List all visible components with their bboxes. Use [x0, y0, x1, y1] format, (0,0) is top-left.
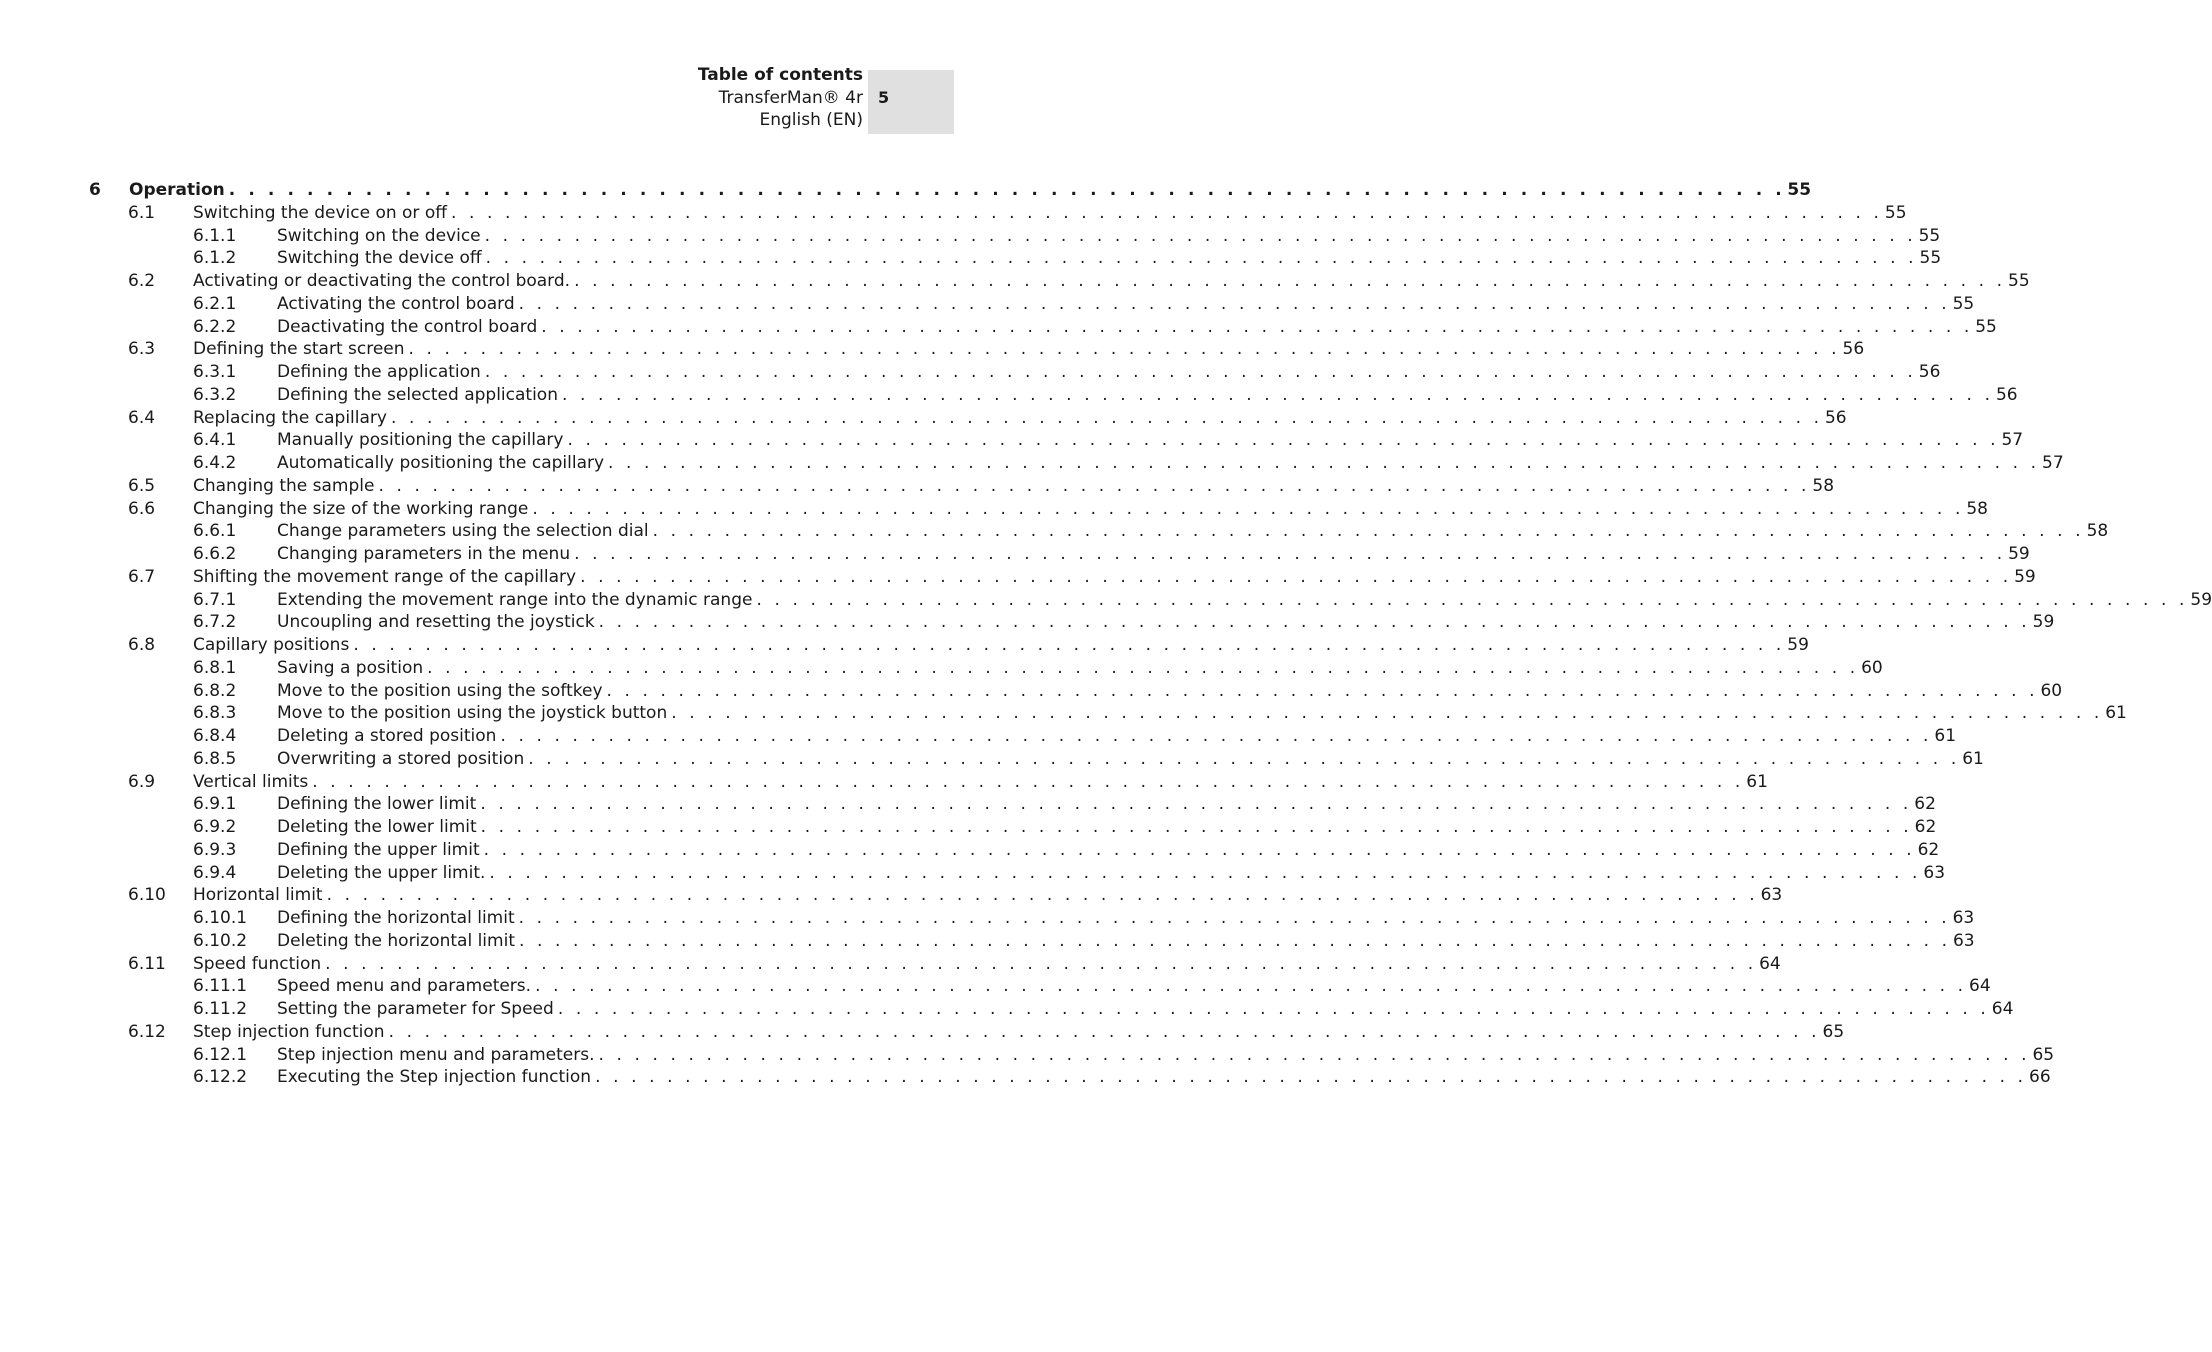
toc-entry-number: 6.9 [128, 771, 156, 792]
toc-leader-dots: . . . . . . . . . . . . . . . . . . . . . . . . . . . . . . . . . . . . . . . . . . . . . . . . . . . . . . . . . . . . . . . . . . . . . . . . . . . . . . . . [500, 726, 1933, 746]
toc-entry-page: 55 [1884, 202, 1907, 223]
toc-entry-number: 6.4.1 [193, 430, 237, 451]
toc-entry-line [129, 180, 1812, 200]
toc-entry[interactable] [0, 475, 1835, 499]
toc-entry-title: Defining the application [277, 362, 481, 382]
toc-entry-number: 6.12 [128, 1021, 166, 1042]
toc-entry-number: 6.3.1 [193, 362, 237, 382]
toc-entry-page: 58 [1812, 475, 1835, 496]
toc-entry-title: Defining the horizontal limit [277, 908, 515, 928]
toc-entry-number: 6.2.2 [193, 316, 237, 337]
toc-entry-line [277, 521, 2109, 542]
toc-entry-page: 60 [1861, 657, 1883, 678]
toc-entry-page: 64 [1991, 999, 2014, 1019]
toc-entry-line [277, 293, 1975, 314]
toc-entry-page: 61 [2105, 703, 2127, 724]
toc-entry-number: 6.4 [128, 407, 156, 428]
toc-entry[interactable] [0, 384, 2018, 408]
toc-entry[interactable] [0, 839, 1940, 863]
toc-entry-number: 6.10.1 [193, 908, 248, 928]
toc-entry-number: 6.9.4 [193, 862, 237, 883]
toc-entry-number: 6.8 [128, 635, 156, 655]
toc-entry-number: 6.10 [128, 885, 166, 906]
toc-leader-dots: . . . . . . . . . . . . . . . . . . . . . . . . . . . . . . . . . . . . . . . . . . . . . . . . . . . . . . . . . . . . . . . . . . . . . . . . . . . . . . . . [408, 339, 1841, 360]
toc-entry-number: 6.5 [128, 475, 156, 496]
toc-entry-title: Capillary positions [193, 635, 350, 655]
toc-entry-page: 56 [1842, 339, 1865, 360]
toc-entry-number: 6.8.2 [193, 680, 237, 701]
toc-leader-dots: . . . . . . . . . . . . . . . . . . . . . . . . . . . . . . . . . . . . . . . . . . . . . . . . . . . . . . . . . . . . . . . . . . . . . . . . . . . . . . . . [489, 862, 1922, 883]
toc-entry-title: Overwriting a stored position [277, 748, 525, 769]
toc-leader-dots: . . . . . . . . . . . . . . . . . . . . . . . . . . . . . . . . . . . . . . . . . . . . . . . . . . . . . . . . . . . . . . . . . . . . . . . . . . . . . . . . [312, 771, 1744, 792]
toc-entry[interactable] [0, 748, 1984, 772]
toc-entry-number: 6.12.2 [193, 1067, 248, 1088]
toc-entry-number: 6.12.1 [193, 1044, 248, 1065]
toc-entry-number: 6.2.1 [193, 293, 237, 314]
toc-leader-dots: . . . . . . . . . . . . . . . . . . . . . . . . . . . . . . . . . . . . . . . . . . . . . . . . . . . . . . . . . . . . . . . . . . . . . . . . . . . . . . . . [326, 885, 1759, 906]
toc-entry-line [193, 771, 1768, 792]
toc-entry[interactable] [0, 635, 1809, 658]
toc-entry-title: Setting the parameter for Speed [277, 999, 554, 1019]
toc-entry-line [277, 1067, 2051, 1088]
toc-entry-title: Activating the control board [277, 293, 515, 314]
toc-entry-number: 6.6 [128, 498, 156, 519]
toc-leader-dots: . . . . . . . . . . . . . . . . . . . . . . . . . . . . . . . . . . . . . . . . . . . . . . . . . . . . . . . . . . . . . . . . . . . . . . . . . . . . . . . . [535, 976, 1967, 997]
toc-entry-page: 62 [1914, 817, 1937, 837]
toc-leader-dots: . . . . . . . . . . . . . . . . . . . . . . . . . . . . . . . . . . . . . . . . . . . . . . . . . . . . . . . . . . . . . . . . . . . . . . . . . . . . . . . . [598, 1044, 2031, 1065]
toc-entry-title: Switching the device on or off [193, 202, 447, 223]
toc-entry[interactable] [0, 817, 1937, 840]
toc-entry[interactable] [0, 521, 2109, 544]
toc-entry-title: Replacing the capillary [193, 407, 387, 428]
toc-entry[interactable] [0, 953, 1781, 977]
toc-entry-title: Changing parameters in the menu [277, 544, 571, 564]
toc-entry-title: Executing the Step injection function [277, 1067, 592, 1088]
toc-entry-title: Manually positioning the capillary [277, 430, 564, 451]
toc-entry-title: Changing the sample [193, 475, 375, 496]
toc-entry[interactable] [0, 999, 2014, 1022]
toc-entry-line [193, 498, 1988, 519]
toc-leader-dots: . . . . . . . . . . . . . . . . . . . . . . . . . . . . . . . . . . . . . . . . . . . . . . . . . . . . . . . . . . . . . . . . . . . . . . . . . . . . . . . . [484, 362, 1917, 382]
toc-entry[interactable] [0, 453, 2064, 476]
toc-leader-dots: . . . . . . . . . . . . . . . . . . . . . . . . . . . . . . . . . . . . . . . . . . . . . . . . . . . . . . . . . . . . . . . . . . . . . . . . . . . . . . . . [518, 930, 1951, 951]
toc-entry-page: 56 [1995, 384, 2018, 405]
toc-entry-line [193, 475, 1835, 496]
toc-entry-title: Automatically positioning the capillary [277, 453, 605, 473]
toc-entry-title: Operation [129, 180, 225, 200]
toc-entry-number: 6.6.1 [193, 521, 237, 542]
toc-entry[interactable] [0, 1044, 2055, 1068]
toc-entry-number: 6.8.5 [193, 748, 237, 769]
toc-leader-dots: . . . . . . . . . . . . . . . . . . . . . . . . . . . . . . . . . . . . . . . . . . . . . . . . . . . . . . . . . . . . . . . . . . . . . . . . . . . . . . . . [528, 748, 1960, 769]
toc-entry-page: 60 [2040, 680, 2063, 701]
toc-entry-number: 6.8.3 [193, 703, 237, 724]
toc-entry-number: 6.7.1 [193, 589, 237, 610]
toc-entry-page: 56 [1824, 407, 1847, 428]
toc-entry[interactable] [0, 657, 1883, 681]
toc-leader-dots: . . . . . . . . . . . . . . . . . . . . . . . . . . . . . . . . . . . . . . . . . . . . . . . . . . . . . . . . . . . . . . . . . . . . . . . . . . . . . . . . [608, 453, 2040, 473]
toc-entry-title: Vertical limits [193, 771, 309, 792]
toc-leader-dots: . . . . . . . . . . . . . . . . . . . . . . . . . . . . . . . . . . . . . . . . . . . . . . . . . . . . . . . . . . . . . . . . . . . . . . . . . . . . . . . . [756, 589, 2189, 610]
toc-entry-line [193, 407, 1847, 428]
toc-entry-number: 6.8.1 [193, 657, 237, 678]
toc-entry-page: 55 [1787, 180, 1812, 200]
toc-entry-title: Speed function [193, 953, 322, 974]
toc-leader-dots: . . . . . . . . . . . . . . . . . . . . . . . . . . . . . . . . . . . . . . . . . . . . . . . . . . . . . . . . . . . . . . . . . . . . . . . . . . . . . . . . [541, 316, 1973, 337]
toc-leader-dots: . . . . . . . . . . . . . . . . . . . . . . . . . . . . . . . . . . . . . . . . . . . . . . . . . . . . . . . . . . . . . . . . . . . . . . . . . . . . . . . . [595, 1067, 2027, 1088]
toc-entry-page: 56 [1918, 362, 1941, 382]
toc-entry-title: Change parameters using the selection dial [277, 521, 649, 542]
toc-entry-title: Changing the size of the working range [193, 498, 529, 519]
toc-entry[interactable] [0, 225, 1941, 249]
toc-entry[interactable] [0, 430, 2024, 453]
toc-entry[interactable] [0, 726, 1957, 749]
toc-entry[interactable] [0, 1067, 2051, 1090]
toc-entry-line [277, 225, 1941, 246]
toc-entry-title: Defining the upper limit [277, 839, 480, 860]
toc-leader-dots: . . . . . . . . . . . . . . . . . . . . . . . . . . . . . . . . . . . . . . . . . . . . . . . . . . . . . . . . . . . . . . . . . . . . . . . . . . . . . . . . [598, 612, 2031, 633]
toc-entry-line [277, 362, 1941, 382]
toc-entry-line [193, 885, 1783, 906]
toc-leader-dots: . . . . . . . . . . . . . . . . . . . . . . . . . . . . . . . . . . . . . . . . . . . . . . . . . . . . . . . . . . . . . . . . . . . . . . . . . . . . . . . . [388, 1021, 1821, 1042]
toc-entry-number: 6.1.2 [193, 248, 237, 269]
page-number: 5 [878, 88, 890, 107]
toc-leader-dots: . . . . . . . . . . . . . . . . . . . . . . . . . . . . . . . . . . . . . . . . . . . . . . . . . . . . . . . . . . . . . . . . . . . . . . . . . . . . . . . . [574, 271, 2006, 291]
toc-leader-dots: . . . . . . . . . . . . . . . . . . . . . . . . . . . . . . . . . . . . . . . . . . . . . . . . . . . . . . . . . . . . . . . . . . . . . . . . . . . . . . . . [574, 544, 2006, 564]
toc-entry-line [277, 794, 1936, 815]
toc-leader-dots: . . . . . . . . . . . . . . . . . . . . . . . . . . . . . . . . . . . . . . . . . . . . . . . . . . . . . . . . . . . . . . . . . . . . . . . . . . . . . . . . [518, 908, 1951, 928]
toc-entry-line [277, 976, 1991, 997]
toc-entry[interactable] [0, 248, 1942, 271]
toc-entry-page: 61 [1746, 771, 1768, 792]
toc-entry-page: 63 [1952, 908, 1975, 928]
toc-entry-page: 55 [1975, 316, 1997, 337]
toc-entry[interactable] [0, 498, 1988, 522]
toc-entry-number: 6.1.1 [193, 225, 237, 246]
toc-entry[interactable] [0, 612, 2055, 635]
toc-entry-line [277, 999, 2014, 1019]
toc-entry[interactable] [0, 339, 1865, 362]
toc-entry-page: 57 [2042, 453, 2064, 473]
toc-entry[interactable] [0, 293, 1975, 317]
toc-entry-number: 6.11.2 [193, 999, 248, 1019]
toc-leader-dots: . . . . . . . . . . . . . . . . . . . . . . . . . . . . . . . . . . . . . . . . . . . . . . . . . . . . . . . . . . . . . . . . . . . . . . . . . . . . . . . . [484, 225, 1917, 246]
toc-entry-number: 6.4.2 [193, 453, 237, 473]
toc-entry-title: Deleting the lower limit [277, 817, 477, 837]
header-title: Table of contents [697, 65, 863, 85]
toc-leader-dots: . . . . . . . . . . . . . . . . . . . . . . . . . . . . . . . . . . . . . . . . . . . . . . . . . . . . . . . . . . . . . . . . . . . . . . . . . . . . . . . . [532, 498, 1964, 519]
toc-entry-title: Move to the position using the softkey [277, 680, 603, 701]
toc-entry-number: 6.3 [128, 339, 156, 360]
toc-entry-page: 58 [1966, 498, 1988, 519]
toc-entry-page: 62 [1914, 794, 1936, 815]
toc-entry-page: 63 [1760, 885, 1783, 906]
toc-leader-dots: . . . . . . . . . . . . . . . . . . . . . . . . . . . . . . . . . . . . . . . . . . . . . . . . . . . . . . . . . . . . . . . . . . . . . . . . . . . . . . . . [427, 657, 1859, 678]
toc-entry[interactable] [0, 908, 1975, 931]
toc-entry-page: 55 [1919, 248, 1942, 269]
page-header [698, 64, 863, 132]
toc-entry-title: Defining the lower limit [277, 794, 477, 815]
toc-entry-page: 59 [2032, 612, 2055, 633]
toc-entry[interactable] [0, 202, 1907, 226]
toc-leader-dots: . . . . . . . . . . . . . . . . . . . . . . . . . . . . . . . . . . . . . . . . . . . . . . . . . . . . . . . . . . . . . . . . . . . . . . . . . . . . . . . . [483, 839, 1916, 860]
toc-entry-line [277, 839, 1940, 860]
toc-entry-number: 6.7.2 [193, 612, 237, 633]
toc-entry[interactable] [0, 271, 2030, 294]
toc-entry-number: 6.9.3 [193, 839, 237, 860]
toc-entry[interactable] [0, 180, 1812, 203]
toc-entry-line [277, 930, 1975, 951]
toc-entry-page: 61 [1934, 726, 1957, 746]
toc-entry-page: 55 [1952, 293, 1975, 314]
toc-entry-line [193, 202, 1907, 223]
toc-entry-number: 6 [89, 180, 101, 200]
toc-entry-page: 65 [2032, 1044, 2055, 1065]
toc-entry[interactable] [0, 362, 1941, 385]
toc-entry-number: 6.7 [128, 566, 156, 587]
toc-entry-title: Deactivating the control board [277, 316, 538, 337]
toc-entry-number: 6.8.4 [193, 726, 237, 746]
toc-entry-line [277, 384, 2018, 405]
toc-entry-line [277, 726, 1957, 746]
toc-leader-dots: . . . . . . . . . . . . . . . . . . . . . . . . . . . . . . . . . . . . . . . . . . . . . . . . . . . . . . . . . . . . . . . . . . . . . . . . . . . . . . . . [518, 293, 1951, 314]
toc-entry-page: 59 [2190, 589, 2212, 610]
toc-entry-line [277, 248, 1942, 269]
toc-entry[interactable] [0, 794, 1936, 817]
toc-entry[interactable] [0, 680, 2063, 704]
toc-entry-line [277, 316, 1997, 337]
toc-entry-number: 6.11.1 [193, 976, 248, 997]
toc-leader-dots: . . . . . . . . . . . . . . . . . . . . . . . . . . . . . . . . . . . . . . . . . . . . . . . . . . . . . . . . . . . . . . . . . . . . . . . . . . . . . . . . [480, 794, 1912, 815]
toc-entry-page: 55 [1918, 225, 1941, 246]
toc-entry[interactable] [0, 771, 1768, 795]
toc-leader-dots: . . . . . . . . . . . . . . . . . . . . . . . . . . . . . . . . . . . . . . . . . . . . . . . . . . . . . . . . . . . . . . . . . . . . . . . . . . . . . . . . [325, 953, 1757, 974]
toc-entry-page: 63 [1923, 862, 1946, 883]
toc-leader-dots: . . . . . . . . . . . . . . . . . . . . . . . . . . . . . . . . . . . . . . . . . . . . . . . . . . . . . . . . . . . . . . . . . . . . . . . . . . . . . . . . [485, 248, 1918, 269]
toc-entry[interactable] [0, 316, 1997, 340]
toc-entry[interactable] [0, 885, 1783, 908]
toc-entry[interactable] [0, 589, 2212, 613]
toc-entry[interactable] [0, 930, 1975, 954]
toc-entry-line [277, 862, 1946, 883]
toc-entry-title: Defining the start screen [193, 339, 405, 360]
toc-entry-title: Extending the movement range into the dynamic range [277, 589, 753, 610]
toc-entry-page: 63 [1952, 930, 1975, 951]
toc-entry-line [277, 1044, 2055, 1065]
toc-leader-dots: . . . . . . . . . . . . . . . . . . . . . . . . . . . . . . . . . . . . . . . . . . . . . . . . . . . . . . . . . . . . . . . . . . . . . . . . . . . . . . . . [390, 407, 1823, 428]
toc-entry-title: Horizontal limit [193, 885, 323, 906]
toc-entry[interactable] [0, 566, 2036, 590]
toc-entry-title: Uncoupling and resetting the joystick [277, 612, 595, 633]
toc-entry-line [277, 430, 2024, 451]
toc-leader-dots: . . . . . . . . . . . . . . . . . . . . . . . . . . . . . . . . . . . . . . . . . . . . . . . . . . . . . . . . . . . . . . . . . . . . . . . . . . . . . . . . [557, 999, 1990, 1019]
toc-entry-title: Step injection function [193, 1021, 385, 1042]
toc-entry-number: 6.9.1 [193, 794, 237, 815]
toc-entry[interactable] [0, 862, 1946, 886]
toc-entry-line [277, 657, 1883, 678]
toc-entry-number: 6.9.2 [193, 817, 237, 837]
toc-leader-dots: . . . . . . . . . . . . . . . . . . . . . . . . . . . . . . . . . . . . . . . . . . . . . . . . . . . . . . . . . . . . . . . . . . . . . . . . . . . . . . . . [353, 635, 1785, 655]
toc-entry-page: 64 [1969, 976, 1991, 997]
toc-entry-title: Deleting the upper limit. [277, 862, 486, 883]
toc-leader-dots: . . . . . . . . . . . . . . . . . . . . . . . . . . . . . . . . . . . . . . . . . . . . . . . . . . . . . . . . . . . . . . . . . . . . . . . . . . . . . . . . [561, 384, 1994, 405]
toc-entry-number: 6.11 [128, 953, 166, 974]
toc-entry-page: 61 [1962, 748, 1984, 769]
toc-entry-line [277, 748, 1984, 769]
toc-leader-dots: . . . . . . . . . . . . . . . . . . . . . . . . . . . . . . . . . . . . . . . . . . . . . . . . . . . . . . . . . . . . . . . . . . . . . . . . . . . . . . . . [450, 202, 1883, 223]
toc-entry-title: Shifting the movement range of the capillary [193, 566, 577, 587]
header-language: English (EN) [759, 110, 863, 130]
toc-entry-page: 66 [2029, 1067, 2051, 1088]
toc-entry-line [277, 544, 2030, 564]
toc-entry-page: 65 [1822, 1021, 1845, 1042]
toc-leader-dots: . . . . . . . . . . . . . . . . . . . . . . . . . . . . . . . . . . . . . . . . . . . . . . . . . . . . . . . . . . . . . . . . . . . . . . . . . . . . . . . . [606, 680, 2039, 701]
toc-entry-title: Switching on the device [277, 225, 481, 246]
toc-entry-number: 6.3.2 [193, 384, 237, 405]
toc-entry[interactable] [0, 703, 2127, 726]
toc-entry[interactable] [0, 407, 1847, 431]
toc-entry-line [277, 612, 2055, 633]
toc-entry-line [193, 635, 1809, 655]
toc-entry-line [277, 703, 2127, 724]
toc-entry-line [193, 566, 2036, 587]
toc-entry-line [277, 908, 1975, 928]
toc-entry-line [193, 271, 2030, 291]
toc-entry-line [277, 680, 2063, 701]
toc-entry-number: 6.10.2 [193, 930, 248, 951]
toc-entry-line [277, 453, 2064, 473]
toc-entry-number: 6.2 [128, 271, 156, 291]
toc-entry-page: 59 [2008, 544, 2030, 564]
toc-entry-title: Speed menu and parameters. [277, 976, 532, 997]
toc-leader-dots: . . . . . . . . . . . . . . . . . . . . . . . . . . . . . . . . . . . . . . . . . . . . . . . . . . . . . . . . . . . . . . . . . . . . . . . . . . . . . . . . [671, 703, 2103, 724]
toc-entry-title: Deleting a stored position [277, 726, 497, 746]
header-product: TransferMan® 4r [718, 87, 863, 108]
toc-entry-page: 58 [2086, 521, 2109, 542]
toc-entry-title: Move to the position using the joystick button [277, 703, 668, 724]
toc-entry[interactable] [0, 976, 1991, 999]
page-number-tab [868, 70, 954, 134]
toc-entry-page: 59 [1787, 635, 1809, 655]
toc-entry-line [277, 817, 1937, 837]
toc-entry-line [193, 339, 1865, 360]
toc-entry[interactable] [0, 544, 2030, 567]
toc-entry[interactable] [0, 1021, 1845, 1045]
toc-entry-title: Activating or deactivating the control board. [193, 271, 571, 291]
toc-leader-dots: . . . . . . . . . . . . . . . . . . . . . . . . . . . . . . . . . . . . . . . . . . . . . . . . . . . . . . . . . . . . . . . . . . . . . . . . . . . . . . . . [567, 430, 2000, 451]
toc-entry-title: Switching the device off [277, 248, 482, 269]
toc-entry-title: Saving a position [277, 657, 424, 678]
toc-entry-page: 57 [2001, 430, 2024, 451]
toc-entry-title: Deleting the horizontal limit [277, 930, 515, 951]
toc-entry-number: 6.1 [128, 202, 156, 223]
toc-entry-page: 59 [2014, 566, 2036, 587]
toc-entry-line [277, 589, 2212, 610]
toc-leader-dots: . . . . . . . . . . . . . . . . . . . . . . . . . . . . . . . . . . . . . . . . . . . . . . . . . . . . . . . . . . . . . . . . . . . . . . . . . . . . . . . . [378, 475, 1811, 496]
toc-leader-dots: . . . . . . . . . . . . . . . . . . . . . . . . . . . . . . . . . . . . . . . . . . . . . . . . . . . . . . . . . . . . . . . . . . . . . . . . . . . . . . . . [228, 180, 1786, 200]
toc-entry-page: 55 [2008, 271, 2030, 291]
toc-entry-page: 64 [1759, 953, 1781, 974]
toc-leader-dots: . . . . . . . . . . . . . . . . . . . . . . . . . . . . . . . . . . . . . . . . . . . . . . . . . . . . . . . . . . . . . . . . . . . . . . . . . . . . . . . . [480, 817, 1913, 837]
toc-leader-dots: . . . . . . . . . . . . . . . . . . . . . . . . . . . . . . . . . . . . . . . . . . . . . . . . . . . . . . . . . . . . . . . . . . . . . . . . . . . . . . . . [652, 521, 2085, 542]
toc-entry-title: Defining the selected application [277, 384, 558, 405]
toc-entry-page: 62 [1917, 839, 1940, 860]
toc-entry-number: 6.6.2 [193, 544, 237, 564]
toc-leader-dots: . . . . . . . . . . . . . . . . . . . . . . . . . . . . . . . . . . . . . . . . . . . . . . . . . . . . . . . . . . . . . . . . . . . . . . . . . . . . . . . . [580, 566, 2012, 587]
toc-entry-title: Step injection menu and parameters. [277, 1044, 595, 1065]
toc-entry-line [193, 953, 1781, 974]
toc-entry-line [193, 1021, 1845, 1042]
